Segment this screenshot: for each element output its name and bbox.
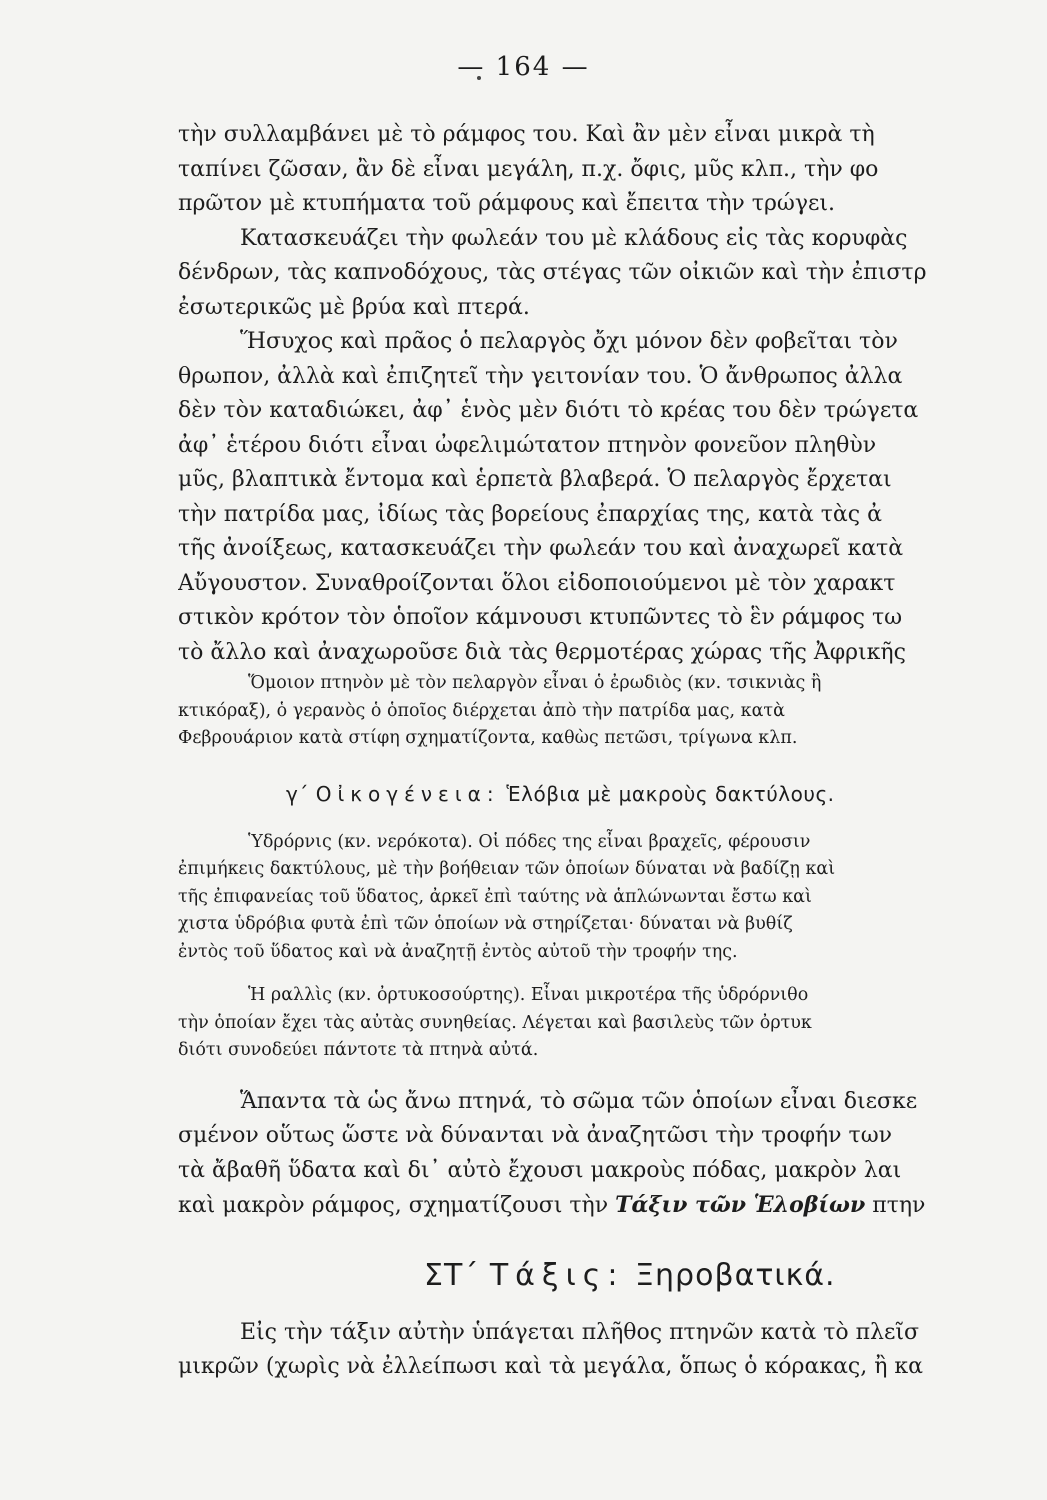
summary-paragraph [178, 1085, 1038, 1224]
text-line: Ἥσυχος καὶ πρᾶος ὁ πελαργὸς ὄχι μόνον δὲν φοβεῖται τὸν [240, 329, 898, 354]
section-name: Ξηροβατικά. [635, 1257, 836, 1293]
paragraph [178, 222, 1038, 326]
paragraph [178, 325, 1038, 670]
text-line: πρῶτον μὲ κτυπήματα τοῦ ράμφους καὶ ἔπειτα τὴν τρώγει. [178, 191, 835, 216]
text-line: δένδρων, τὰς καπνοδόχους, τὰς στέγας τῶν οἰκιῶν καὶ τὴν ἐπιστρ [178, 260, 927, 285]
text-line: δὲν τὸν καταδιώκει, ἀφ᾿ ἑνὸς μὲν διότι τὸ κρέας του δὲν τρώγετα [178, 398, 919, 423]
text-line: τῆς ἀνοίξεως, κατασκευάζει τὴν φωλεάν του καὶ ἀναχωρεῖ κατὰ [178, 536, 904, 561]
family-heading [178, 779, 1038, 809]
paragraph-small [178, 670, 1038, 753]
text-line: σμένον οὕτως ὥστε νὰ δύνανται νὰ ἀναζητῶσι τὴν τροφήν των [178, 1123, 893, 1148]
page-body [178, 118, 1038, 1385]
section-prefix: ΣΤ΄ [424, 1257, 480, 1293]
paragraph [178, 1316, 1038, 1385]
text-line: ἐντὸς τοῦ ὕδατος καὶ νὰ ἀναζητῇ ἐντὸς αὐτοῦ τὴν τροφήν της. [178, 941, 738, 962]
text-line: στικὸν κρότον τὸν ὁποῖον κάμνουσι κτυπῶντες τὸ ἓν ράμφος τω [178, 605, 903, 630]
text-line: τὴν ὁποίαν ἔχει τὰς αὐτὰς συνηθείας. Λέγεται καὶ βασιλεὺς τῶν ὀρτυκ [178, 1012, 812, 1033]
text-line: Φεβρουάριον κατὰ στίφη σχηματίζοντα, καθὼς πετῶσι, τρίγωνα κλπ. [178, 728, 798, 748]
text-line: ἀφ᾿ ἑτέρου διότι εἶναι ὠφελιμώτατον πτηνὸν φονεῦον πληθὺν [178, 432, 877, 458]
section-title [178, 1254, 1038, 1298]
text-line [178, 1188, 1038, 1224]
family-prefix: γ΄ [286, 781, 309, 806]
text-line: τὴν πατρίδα μας, ἰδίως τὰς βορείους ἐπαρχίας της, κατὰ τὰς ἀ [178, 501, 882, 527]
paragraph-small [178, 982, 1038, 1065]
text-line: Εἰς τὴν τάξιν αὐτὴν ὑπάγεται πλῆθος πτηνῶν κατὰ τὸ πλεῖσ [240, 1319, 920, 1345]
text-line: τὸ ἄλλο καὶ ἀναχωροῦσε διὰ τὰς θερμοτέρας χώρας τῆς Ἀφρικῆς [178, 639, 906, 665]
paragraph [178, 118, 1038, 222]
text-line: κτικόραξ), ὁ γερανὸς ὁ ὁποῖος διέρχεται ἀπὸ τὴν πατρίδα μας, κατὰ [178, 700, 785, 721]
text-line: ταπίνει ζῶσαν, ἂν δὲ εἶναι μεγάλη, π.χ. ὄφις, μῦς κλπ., τὴν φο [178, 156, 879, 182]
text-line: Αὔγουστον. Συναθροίζονται ὅλοι εἰδοποιούμενοι μὲ τὸν χαρακτ [178, 570, 896, 596]
text-line: ἐπιμήκεις δακτύλους, μὲ τὴν βοήθειαν τῶν ὁποίων δύναται νὰ βαδίζῃ καὶ [178, 859, 836, 879]
text-line: Ἡ ραλλὶς (κν. ὀρτυκοσούρτης). Εἶναι μικροτέρα τῆς ὑδρόρνιθο [248, 985, 809, 1005]
summary-text: καὶ μακρὸν ράμφος, σχηματίζουσι τὴν [178, 1193, 609, 1218]
text-line: μικρῶν (χωρὶς νὰ ἐλλείπωσι καὶ τὰ μεγάλα, ὅπως ὁ κόρακας, ἢ κα [178, 1354, 924, 1379]
family-label: Οἰκογένεια: [315, 781, 500, 806]
text-line: διότι συνοδεύει πάντοτε τὰ πτηνὰ αὐτά. [178, 1040, 539, 1060]
text-line: ἐσωτερικῶς μὲ βρύα καὶ πτερά. [178, 294, 530, 320]
text-line: τὴν συλλαμβάνει μὲ τὸ ράμφος του. Καὶ ἂν μὲν εἶναι μικρὰ τὴ [178, 122, 875, 147]
section-label: Τάξις: [489, 1257, 625, 1293]
page-number: — 164 — [457, 52, 590, 82]
text-line: τῆς ἐπιφανείας τοῦ ὕδατος, ἀρκεῖ ἐπὶ ταύτης νὰ ἁπλώνωνται ἔστω καὶ [178, 886, 812, 907]
text-line: θρωπον, ἀλλὰ καὶ ἐπιζητεῖ τὴν γειτονίαν του. Ὁ ἄνθρωπος ἀλλα [178, 363, 903, 389]
text-line: Ὅμοιον πτηνὸν μὲ τὸν πελαργὸν εἶναι ὁ ἐρωδιὸς (κν. τσικνιὰς ἢ [248, 673, 822, 693]
text-line: μῦς, βλαπτικὰ ἔντομα καὶ ἑρπετὰ βλαβερά. Ὁ πελαργὸς ἔρχεται [178, 467, 892, 492]
text-line: Ἅπαντα τὰ ὡς ἄνω πτηνά, τὸ σῶμα τῶν ὁποίων εἶναι διεσκε [240, 1088, 918, 1114]
family-text: Ἑλόβια μὲ μακροὺς δακτύλους. [506, 781, 835, 806]
summary-trailing: πτην [872, 1193, 926, 1218]
text-line: χιστα ὑδρόβια φυτὰ ἐπὶ τῶν ὁποίων νὰ στηρίζεται· δύναται νὰ βυθίζ [178, 914, 793, 934]
text-line: Ὑδρόρνις (κν. νερόκοτα). Οἱ πόδες της εἶναι βραχεῖς, φέρουσιν [248, 831, 811, 852]
text-line: Κατασκευάζει τὴν φωλεάν του μὲ κλάδους εἰς τὰς κορυφὰς [240, 225, 908, 251]
text-line: τὰ ἄβαθῆ ὕδατα καὶ δι᾿ αὐτὸ ἔχουσι μακροὺς πόδας, μακρὸν λαι [178, 1157, 902, 1183]
paragraph-small [178, 829, 1038, 967]
order-name-emphasis: Τάξιν τῶν Ἑλοβίων [615, 1192, 866, 1218]
